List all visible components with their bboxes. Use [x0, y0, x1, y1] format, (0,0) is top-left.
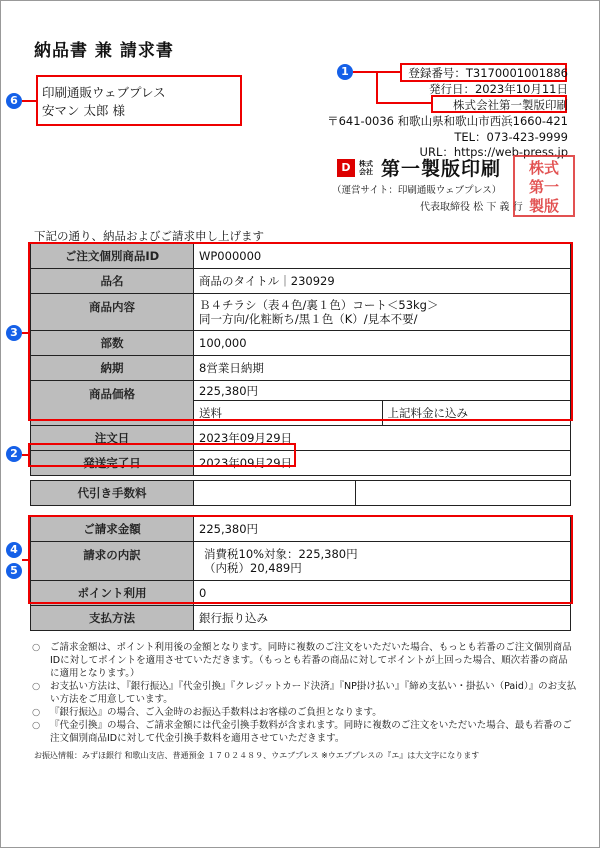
issue-date: 発行日：2023年10月11日 — [428, 82, 568, 96]
bank-info: お振込情報：みずほ銀行 和歌山支店、普通預金 １７０２４８９、ウエブプレス ※ウエブプレスの『エ』は大文字になります — [34, 751, 480, 760]
label: ご請求金額 — [31, 517, 194, 542]
label: 支払方法 — [31, 606, 194, 631]
points-used: 0 — [194, 581, 571, 606]
marker-2: 2 — [6, 446, 22, 462]
annotation-line — [22, 100, 36, 102]
delivery: 8営業日納期 — [194, 356, 571, 381]
content-line: 同一方向/化粧断ち/黒１色（K）/見本不要/ — [199, 312, 418, 326]
logo-name: 第一製版印刷 — [381, 158, 502, 180]
issuer-address: 〒641-0036 和歌山県和歌山市西浜1660-421 — [327, 114, 568, 128]
label: 代引き手数料 — [31, 481, 194, 506]
annotation-box-billing — [28, 515, 573, 604]
billing-amount: 225,380円 — [194, 517, 571, 542]
annotation-line — [22, 332, 29, 334]
customer-company: 印刷通販ウェブプレス — [42, 85, 166, 100]
label: 発送完了日 — [31, 451, 194, 476]
marker-6: 6 — [6, 93, 22, 109]
issuer-url: URL：https://web-press.jp — [419, 145, 568, 159]
marker-4: 4 — [6, 542, 22, 558]
label: ポイント利用 — [31, 581, 194, 606]
logo-prefix: 株式会社 — [359, 159, 373, 176]
note-item: ○ 『銀行振込』の場合、ご入金時のお振込手数料はお客様のご負担となります。 — [32, 706, 577, 719]
annotation-box-ship-date — [28, 443, 296, 467]
customer-person: 安マン 太郎 様 — [42, 103, 125, 118]
note-item: ○ 『代金引換』の場合、ご請求金額には代金引換手数料が含まれます。同時に複数のご注文をいただいた場合、最も若番のご注文個別商品IDに対して代金引換手数料を適用させていただきます。 — [32, 719, 577, 745]
company-logo — [337, 154, 501, 181]
notes-list — [32, 641, 577, 745]
representative: 代表取締役 松 下 義 行 — [420, 202, 523, 213]
intro-text: 下記の通り、納品およびご請求申し上げます — [34, 229, 264, 243]
document-title: 納品書 兼 請求書 — [34, 41, 174, 61]
marker-3: 3 — [6, 325, 22, 341]
breakdown-line: （内税）20,489円 — [204, 561, 302, 575]
content-line: Ｂ４チラシ（表４色/裏１色）コート＜53kg＞ — [199, 298, 439, 312]
cod-value-2 — [356, 481, 571, 506]
marker-1: 1 — [337, 64, 353, 80]
order-date: 2023年09月29日 — [194, 426, 571, 451]
price: 225,380円 — [194, 381, 571, 401]
order-id: WP000000 — [194, 244, 571, 269]
ship-date: 2023年09月29日 — [194, 451, 571, 476]
label: 請求の内訳 — [31, 542, 194, 581]
marker-5: 5 — [6, 563, 22, 579]
operating-site: （運営サイト：印刷通販ウェブプレス） — [332, 185, 502, 196]
table-row — [31, 481, 571, 506]
product-name: 商品のタイトル｜230929 — [194, 269, 571, 294]
cod-table — [30, 480, 571, 506]
annotation-box-order — [28, 242, 573, 421]
registration-number: 登録番号：T3170001001886 — [408, 66, 568, 80]
label: 注文日 — [31, 426, 194, 451]
annotation-line — [22, 454, 29, 456]
company-seal: 株式 第一 製版 — [513, 155, 575, 217]
shipping-label: 送料 — [194, 401, 383, 426]
annotation-line — [376, 71, 378, 104]
customer-name-box — [36, 75, 242, 126]
shipping-value: 上記料金に込み — [382, 401, 571, 426]
label: 品名 — [31, 269, 194, 294]
note-item: ○ お支払い方法は、『銀行振込』『代金引換』『クレジットカード決済』『NP掛け払い』『締め支払い・掛払い（Paid）』のお支払い方法をご用意しています。 — [32, 680, 577, 706]
label: 納期 — [31, 356, 194, 381]
annotation-line — [22, 559, 29, 561]
label: 部数 — [31, 331, 194, 356]
label: 商品価格 — [31, 381, 194, 426]
table-row — [31, 606, 571, 631]
annotation-line — [376, 102, 432, 104]
payment-method: 銀行振り込み — [194, 606, 571, 631]
breakdown-line: 消費税10%対象：225,380円 — [204, 547, 358, 561]
note-item: ○ ご請求金額は、ポイント利用後の金額となります。同時に複数のご注文をいただいた場合、もっとも若番のご注文個別商品IDに対してポイントを適用させていただきます。（もっとも若番の商品に対してポイントが上回った場合、順次若番の商品に適用となります。） — [32, 641, 577, 680]
issuer-tel: TEL：073-423-9999 — [454, 130, 568, 144]
label: 商品内容 — [31, 294, 194, 331]
issuer-company: 株式会社第一製版印刷 — [453, 98, 568, 112]
label: ご注文個別商品ID — [31, 244, 194, 269]
cod-value-1 — [194, 481, 356, 506]
logo-mark-icon: D — [337, 159, 355, 177]
quantity: 100,000 — [194, 331, 571, 356]
